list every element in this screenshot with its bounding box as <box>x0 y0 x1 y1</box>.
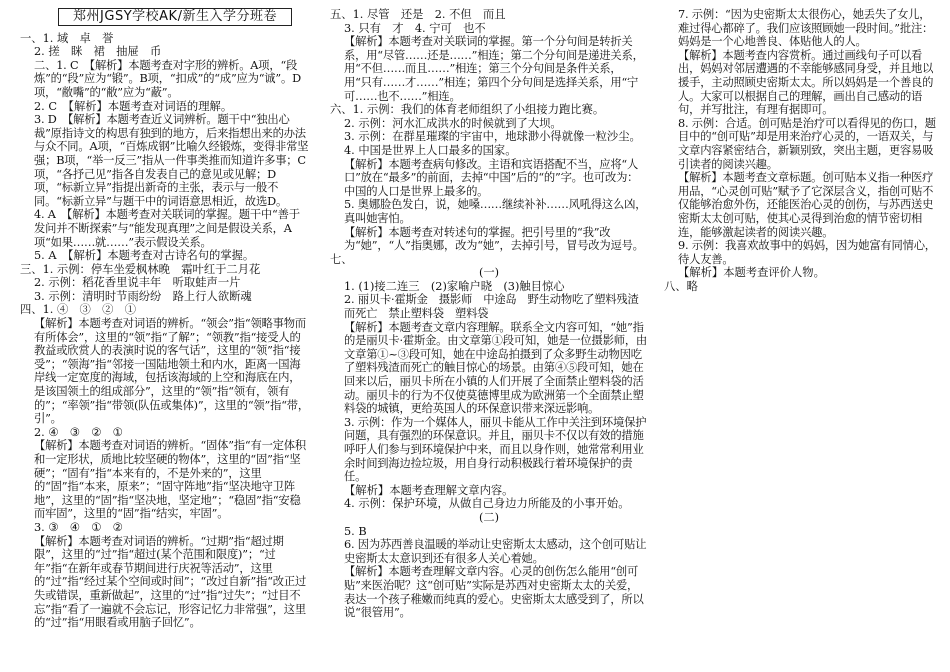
answer-line: (二) <box>478 510 500 524</box>
page-title: 郑州JGSY学校AK/新生入学分班卷 <box>58 8 292 26</box>
answer-line: 7. 示例：“因为史密斯太太很伤心，她丢失了女儿，难过得心都碎了。我们应该照顾她一段时间。”批注：妈妈是一个心地善良、体贴他人的人。 <box>678 8 934 49</box>
answer-line: 3. 示例：在群星璀璨的宇宙中，地球渺小得就像一粒沙尘。 <box>344 130 641 144</box>
answer-line: 2. 搓 眯 裙 抽屉 币 <box>34 45 162 59</box>
answer-line: 4. 示例：保护环境，从做自己身边力所能及的小事开始。 <box>344 497 630 511</box>
answer-line: 8. 示例：合适。创可贴是治疗可以看得见的伤口，题目中的“创可贴”却是用来治疗心灵的，一语双关，与文章内容紧密结合，新颖别致，突出主题，更容易吸引读者的阅读兴趣。 <box>678 116 936 171</box>
answer-line: 【解析】本题考查理解文章内容。心灵的创伤怎么能用“创可贴”来医治呢？这“创可贴”实际是苏西对史密斯太太的关爱，表达一个孩子稚嫩而纯真的爱心。史密斯太太感受到了，所以说“很管用”。 <box>344 565 644 620</box>
answer-line: 5. A 【解析】本题考查对古诗名句的掌握。 <box>34 249 255 263</box>
answer-line: 4. A 【解析】本题考查对关联词的掌握。题干中“善于发问并不断探索”与“能发现真理”之间是假设关系，A项“如果……就……”表示假设关系。 <box>34 208 300 249</box>
answer-line: 【解析】本题考查评价人物。 <box>678 266 825 280</box>
answer-line: 2. ④ ③ ② ① <box>34 425 123 439</box>
answer-line: 3. 示例：作为一个媒体人，丽贝卡能从工作中关注到环境保护问题，具有强烈的环保意识。并且，丽贝卡不仅以有效的措施呼吁人们参与到环境保护中来，而且以身作则，她常常利用业余时间到海边捡垃圾，用自身行动积极践行着环境保护的责任。 <box>344 415 647 484</box>
answer-line: 1. (1)接二连三 (2)家喻户晓 (3)触目惊心 <box>344 279 565 293</box>
answer-line: 3. D 【解析】本题考查近义词辨析。题干中“独出心裁”原指诗文的构思有独到的地方，后来指想出来的办法与众不同。A项，“百炼成钢”比喻久经锻炼，变得非常坚强；B项，“举一反三”指从一件事类推而知道许多事；C项，“各抒己见”指各自发表自己的意见或见解；D项，“标新立异”指提出新奇的主张，表示与一般不同。“标新立异”与题干中的词语意思相近，故选D。 <box>34 113 309 208</box>
answer-line: 【解析】本题考查对词语的辨析。“固体”指“有一定体积和一定形状，质地比较坚硬的物体”，这里的“固”指“坚硬”；“固有”指“本来有的，不是外来的”，这里的“固”指“本来，原来”；“固守阵地”指“坚决地守卫阵地”，这里的“固”指“坚决地，坚定地”；“稳固”指“安稳而牢固”，这里的“固”指“结实，牢固”。 <box>34 439 306 521</box>
answer-line: 6. 因为苏西善良温暖的举动让史密斯太太感动，这个创可贴让史密斯太太意识到还有很多人关心着她。 <box>344 538 647 565</box>
answer-line: 3. ③ ④ ① ② <box>34 520 123 534</box>
answer-line: 2. 示例：稻花香里说丰年 听取蛙声一片 <box>34 276 241 290</box>
answer-line: 2. C 【解析】本题考查对词语的理解。 <box>34 99 233 113</box>
answer-line: 2. 示例：河水汇成洪水的时候就到了大坝。 <box>344 116 562 130</box>
answer-line: 5. 奥娜脸色发白，说，她嗓……继续补补……风吼得这么凶，真叫她害怕。 <box>344 198 647 225</box>
answer-line: 八、略 <box>664 279 698 293</box>
answer-line: 【解析】本题考查内容赏析。通过画线句子可以看出，妈妈对邻居遭遇的不幸能够感同身受，并且地以援手，主动照顾史密斯太太。所以妈妈是一个善良的人。大家可以根据自己的理解，画出自己感动的语句，并写批注，有理有据即可。 <box>678 48 934 117</box>
answer-line: 3. 示例：清明时节雨纷纷 路上行人欲断魂 <box>34 289 252 303</box>
answer-line: (一) <box>478 266 500 280</box>
answer-line: 五、1. 尽管 还是 2. 不但 而且 <box>330 8 506 21</box>
answer-line: 二、1. C 【解析】本题考查对字形的辨析。A项，“段炼”的“段”应为“锻”。B项，“扣成”的“成”应为“诚”。D项，“敝嘴”的“敝”应为“蔽”。 <box>34 58 301 99</box>
middle-column <box>330 8 648 620</box>
answer-line: 【解析】本题考查对关联词的掌握。第一个分句间是转折关系，用“尽管……还是……”相连；第二个分句间是递进关系，用“不但……而且……”相连；第三个分句间是条件关系，用“只有……才……”相连；第四个分句间是选择关系，用“宁可……也不……”相连。 <box>344 35 644 103</box>
answer-line: 一、1. 域 卓 誉 <box>20 31 114 45</box>
answer-line: 【解析】本题考查文章内容理解。联系全文内容可知，“她”指的是丽贝卡·霍斯金。由文章第①段可知，她是一位摄影师，由文章第①~③段可知，她在中途岛拍摄到了众多野生动物因吃了塑料残渣而死亡的触目惊心的场景。由第④⑤段可知，她在回来以后，丽贝卡所在小镇的人们开展了全面禁止塑料袋的活动。丽贝卡的行为不仅使莫德博里成为欧洲第一个全面禁止塑料袋的城镇，更给英国人的环保意识带来深远影响。 <box>344 320 648 416</box>
left-column <box>20 8 310 630</box>
answer-line: 【解析】本题考查文章标题。创可贴本义指一种医疗用品，“心灵创可贴”赋予了它深层含义，指创可贴不仅能够治愈外伤，还能医治心灵的创伤，与苏西送史密斯太太创可贴，使其心灵得到治愈的情节密切相连，能够激起读者的阅读兴趣。 <box>678 171 934 239</box>
answer-line: 三、1. 示例：停车坐爱枫林晚 霜叶红于二月花 <box>20 262 261 276</box>
answer-line: 七、 <box>330 252 353 266</box>
answer-line: 【解析】本题考查病句修改。主语和宾语搭配不当，应将“人口”放在“最多”的前面，去掉“中国”后的“的”字。也可改为：中国的人口是世界上最多的。 <box>344 157 639 198</box>
answer-line: 【解析】本题考查理解文章内容。 <box>344 483 514 497</box>
answer-line: 【解析】本题考查对转述句的掌握。把引号里的“我”改为“她”，“人”指奥娜，改为“她”，去掉引号，冒号改为逗号。 <box>344 225 644 253</box>
answer-line: 2. 丽贝卡·霍斯金 摄影师 中途岛 野生动物吃了塑料残渣而死亡 禁止塑料袋 塑料袋 <box>344 293 639 321</box>
answer-line: 3. 只有 才 4. 宁可 也不 <box>344 21 486 35</box>
left-items <box>20 32 310 630</box>
answer-line: 5. B <box>344 524 367 538</box>
answer-line: 【解析】本题考查对词语的辨析。“过期”指“超过期限”，这里的“过”指“超过(某个范围和限度)”；“过年”指“在新年或春节期间进行庆祝等活动”，这里的“过”指“经过某个空间或时间”；“改过自新”指“改正过失或错误，重新做起”，这里的“过”指“过失”；“过目不忘”指“看了一遍就不会忘记，形容记忆力非常强”，这里的“过”指“用眼看或用脑子回忆”。 <box>34 534 307 630</box>
mid-items <box>330 8 648 620</box>
answer-line: 四、1. ④ ③ ② ① <box>20 303 137 317</box>
answer-line: 9. 示例：我喜欢故事中的妈妈，因为她富有同情心，待人友善。 <box>678 239 936 266</box>
answer-line: 【解析】本题考查对词语的辨析。“领会”指“领略事物而有所体会”，这里的“领”指“了解”；“领教”指“接受人的教益或欣赏人的表演时说的客气话”，这里的“领”指“接受”；“领海”指“邻接一国陆地领土和内水，距离一国海岸线一定宽度的海域，包括该海域的上空和海底在内，是该国领土的组成部分”，这里的“领”指“领有，领有的”；“率领”指“带领(队伍或集体)”，这里的“领”指“带，引”。 <box>34 317 309 426</box>
answer-line: 六、1. 示例：我们的体育老师组织了小组接力跑比赛。 <box>330 103 605 117</box>
answer-line: 4. 中国是世界上人口最多的国家。 <box>344 143 517 157</box>
right-column <box>664 8 936 293</box>
right-items <box>664 8 936 293</box>
